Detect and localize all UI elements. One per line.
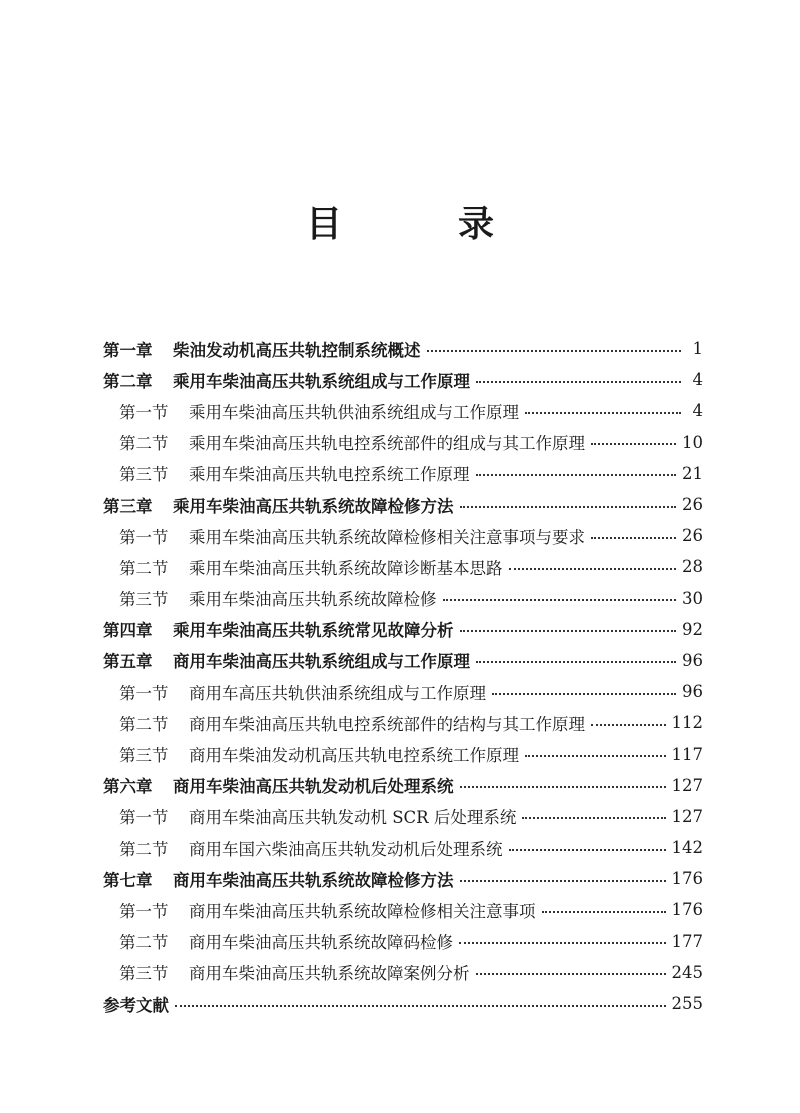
toc-entry-page-number: 4 bbox=[692, 370, 703, 390]
toc-entry-title: 乘用车柴油高压共轨系统故障诊断基本思路 bbox=[189, 558, 503, 578]
toc-entry-page-number: 1 bbox=[692, 339, 703, 359]
toc-entry-page-number: 96 bbox=[682, 682, 703, 702]
toc-entry-number: 第二节 bbox=[119, 714, 169, 734]
toc-entry-page-number: 26 bbox=[682, 526, 703, 546]
toc-section-entry[interactable] bbox=[103, 957, 703, 988]
toc-entry-title: 乘用车柴油高压共轨系统组成与工作原理 bbox=[173, 371, 470, 391]
dot-leader bbox=[459, 942, 666, 944]
dot-leader bbox=[542, 911, 666, 913]
toc-entry-page-number: 21 bbox=[682, 463, 703, 483]
toc-chapter-entry[interactable] bbox=[103, 333, 703, 364]
toc-entry-number: 第二节 bbox=[119, 933, 169, 953]
toc-entry-page-number: 176 bbox=[671, 869, 703, 889]
toc-entry-page-number: 26 bbox=[682, 495, 703, 515]
dot-leader bbox=[591, 724, 666, 726]
toc-entry-title: 商用车柴油高压共轨电控系统部件的结构与其工作原理 bbox=[189, 714, 585, 734]
toc-entry-title: 乘用车柴油高压共轨电控系统部件的组成与其工作原理 bbox=[189, 434, 585, 454]
toc-entry-number: 第二节 bbox=[119, 434, 169, 454]
toc-entry-title: 商用车柴油高压共轨系统故障检修方法 bbox=[173, 870, 454, 890]
toc-entry-page-number: 30 bbox=[682, 588, 703, 608]
toc-chapter-entry[interactable] bbox=[103, 614, 703, 645]
toc-entry-title: 乘用车柴油高压共轨系统故障检修方法 bbox=[173, 496, 454, 516]
toc-entry-page-number: 176 bbox=[671, 900, 703, 920]
toc-entry-number: 第三节 bbox=[119, 746, 169, 766]
toc-entry-title: 商用车柴油高压共轨发动机后处理系统 bbox=[173, 777, 454, 797]
toc-chapter-entry[interactable] bbox=[103, 489, 703, 520]
toc-entry-number: 第一章 bbox=[103, 340, 153, 360]
toc-entry-title: 商用车柴油高压共轨系统故障案例分析 bbox=[189, 964, 470, 984]
toc-entry-number: 第五章 bbox=[103, 652, 153, 672]
dot-leader bbox=[443, 599, 677, 601]
toc-entry-title: 商用车柴油发动机高压共轨电控系统工作原理 bbox=[189, 746, 519, 766]
toc-entry-page-number: 112 bbox=[671, 713, 703, 733]
toc-section-entry[interactable] bbox=[103, 801, 703, 832]
toc-entry-page-number: 255 bbox=[671, 994, 703, 1014]
toc-entry-number: 第一节 bbox=[119, 527, 169, 547]
toc-entry-number: 第一节 bbox=[119, 901, 169, 921]
toc-chapter-entry[interactable] bbox=[103, 863, 703, 894]
toc-section-entry[interactable] bbox=[103, 427, 703, 458]
toc-entry-page-number: 4 bbox=[692, 401, 703, 421]
dot-leader bbox=[476, 381, 681, 383]
toc-entry-number: 第三节 bbox=[119, 590, 169, 610]
dot-leader bbox=[591, 443, 676, 445]
dot-leader bbox=[460, 506, 677, 508]
toc-entry-number: 第三节 bbox=[119, 964, 169, 984]
toc-section-entry[interactable] bbox=[103, 520, 703, 551]
toc-section-entry[interactable] bbox=[103, 583, 703, 614]
dot-leader bbox=[525, 755, 666, 757]
toc-entry-title: 商用车国六柴油高压共轨发动机后处理系统 bbox=[189, 839, 503, 859]
dot-leader bbox=[476, 973, 666, 975]
toc-entry-number: 第二章 bbox=[103, 371, 153, 391]
toc-entry-number: 第七章 bbox=[103, 870, 153, 890]
toc-entry-page-number: 28 bbox=[682, 557, 703, 577]
toc-entry-title: 乘用车柴油高压共轨系统常见故障分析 bbox=[173, 621, 454, 641]
dot-leader bbox=[460, 630, 677, 632]
dot-leader bbox=[476, 474, 677, 476]
toc-section-entry[interactable] bbox=[103, 551, 703, 582]
toc-entry-page-number: 142 bbox=[671, 838, 703, 858]
toc-section-entry[interactable] bbox=[103, 738, 703, 769]
dot-leader bbox=[509, 849, 666, 851]
dot-leader bbox=[591, 537, 676, 539]
toc-entry-page-number: 117 bbox=[671, 744, 703, 764]
dot-leader bbox=[509, 568, 677, 570]
toc-section-entry[interactable] bbox=[103, 395, 703, 426]
toc-entry-page-number: 10 bbox=[682, 432, 703, 452]
toc-entry-number: 第二节 bbox=[119, 558, 169, 578]
toc-section-entry[interactable] bbox=[103, 894, 703, 925]
toc-entry-number: 第一节 bbox=[119, 683, 169, 703]
toc-entry-title: 商用车柴油高压共轨系统组成与工作原理 bbox=[173, 652, 470, 672]
toc-entry-page-number: 92 bbox=[682, 619, 703, 639]
dot-leader bbox=[522, 817, 665, 819]
toc-section-entry[interactable] bbox=[103, 707, 703, 738]
toc-entry-title: 商用车柴油高压共轨系统故障码检修 bbox=[189, 933, 453, 953]
toc-entry-title: 乘用车柴油高压共轨系统故障检修相关注意事项与要求 bbox=[189, 527, 585, 547]
toc-entry-page-number: 177 bbox=[671, 931, 703, 951]
page-title: 目 录 bbox=[305, 203, 534, 245]
toc-section-entry[interactable] bbox=[103, 926, 703, 957]
toc-entry-number: 第三章 bbox=[103, 496, 153, 516]
toc-section-entry[interactable] bbox=[103, 458, 703, 489]
toc-section-entry[interactable] bbox=[103, 832, 703, 863]
toc-entry-page-number: 127 bbox=[671, 806, 703, 826]
toc-reference-entry[interactable] bbox=[103, 988, 703, 1019]
toc-entry-number: 第四章 bbox=[103, 621, 153, 641]
toc-entry-page-number: 127 bbox=[671, 775, 703, 795]
toc-chapter-entry[interactable] bbox=[103, 645, 703, 676]
toc-entry-title: 商用车高压共轨供油系统组成与工作原理 bbox=[189, 683, 486, 703]
dot-leader bbox=[460, 880, 666, 882]
toc-entry-title: 乘用车柴油高压共轨供油系统组成与工作原理 bbox=[189, 402, 519, 422]
toc-entry-page-number: 245 bbox=[671, 962, 703, 982]
dot-leader bbox=[525, 412, 681, 414]
dot-leader bbox=[492, 693, 676, 695]
toc-chapter-entry[interactable] bbox=[103, 770, 703, 801]
toc-chapter-entry[interactable] bbox=[103, 364, 703, 395]
dot-leader bbox=[175, 1005, 666, 1007]
toc-entry-number: 第一节 bbox=[119, 808, 169, 828]
toc-entry-number: 第六章 bbox=[103, 777, 153, 797]
toc-entry-title: 柴油发动机高压共轨控制系统概述 bbox=[173, 340, 421, 360]
toc-entry-number: 第一节 bbox=[119, 402, 169, 422]
toc-section-entry[interactable] bbox=[103, 676, 703, 707]
toc-entry-title: 乘用车柴油高压共轨系统故障检修 bbox=[189, 590, 437, 610]
toc-entry-number: 第二节 bbox=[119, 839, 169, 859]
toc-entry-title: 商用车柴油高压共轨发动机 SCR 后处理系统 bbox=[189, 808, 517, 828]
dot-leader bbox=[460, 786, 666, 788]
table-of-contents bbox=[103, 333, 703, 1019]
toc-entry-title: 参考文献 bbox=[103, 995, 169, 1015]
toc-entry-title: 乘用车柴油高压共轨电控系统工作原理 bbox=[189, 465, 470, 485]
dot-leader bbox=[427, 350, 682, 352]
toc-entry-title: 商用车柴油高压共轨系统故障检修相关注意事项 bbox=[189, 901, 536, 921]
toc-entry-page-number: 96 bbox=[682, 650, 703, 670]
dot-leader bbox=[476, 661, 676, 663]
toc-entry-number: 第三节 bbox=[119, 465, 169, 485]
